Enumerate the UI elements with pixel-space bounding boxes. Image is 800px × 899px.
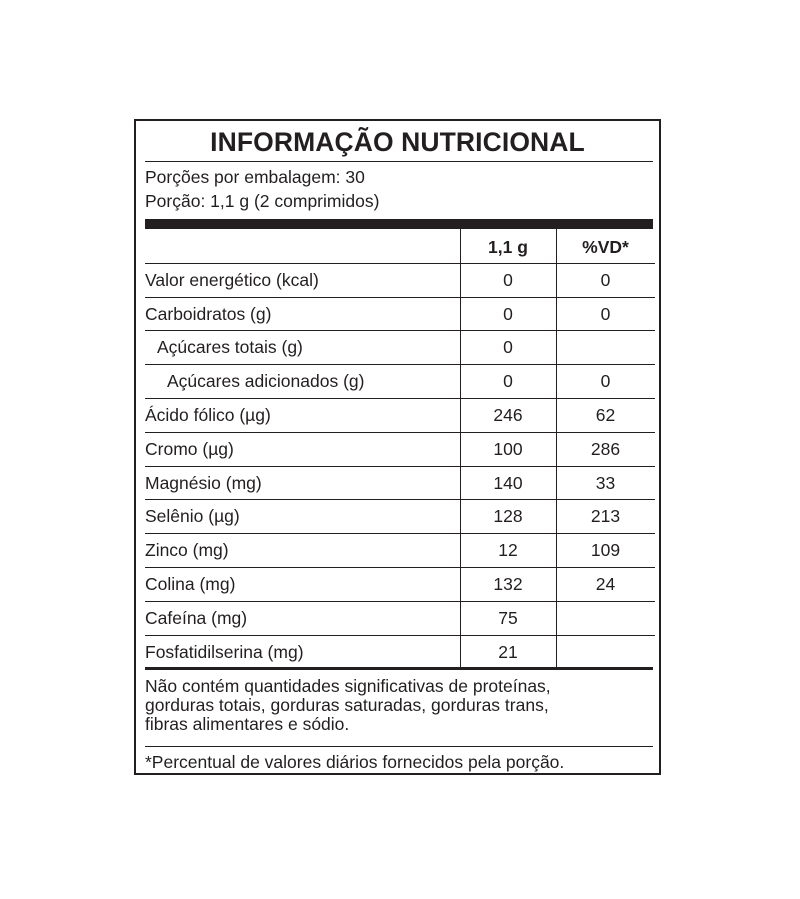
nutrient-amount: 0	[503, 371, 513, 392]
row-divider	[145, 466, 655, 467]
row-divider	[145, 330, 655, 331]
nutrient-amount: 21	[498, 641, 518, 662]
nutrient-amount: 0	[503, 337, 513, 358]
dv-column-header: %VD*	[582, 237, 629, 257]
not-significant-note	[145, 677, 551, 734]
servings-per-package: Porções por embalagem: 30	[145, 167, 365, 187]
nutrient-dv: 213	[590, 506, 621, 527]
nutrient-name: Colina (mg)	[145, 574, 236, 594]
thick-divider	[145, 219, 653, 229]
footnote-divider	[145, 746, 653, 747]
title-divider	[145, 161, 653, 162]
nutrition-facts-label	[134, 119, 661, 775]
nutrient-name: Ácido fólico (µg)	[145, 405, 271, 425]
nutrient-amount: 128	[493, 506, 523, 527]
nutrient-amount: 0	[503, 269, 513, 290]
serving-size: Porção: 1,1 g (2 comprimidos)	[145, 191, 380, 211]
note-line: fibras alimentares e sódio.	[145, 714, 350, 734]
nutrient-name: Açúcares adicionados (g)	[167, 371, 365, 392]
nutrient-dv: 0	[600, 371, 611, 392]
note-line: Não contém quantidades significativas de proteínas,	[145, 676, 551, 696]
nutrient-dv: 286	[590, 438, 621, 459]
nutrient-name: Selênio (µg)	[145, 506, 240, 527]
nutrient-name: Cromo (µg)	[145, 438, 234, 459]
row-divider	[145, 635, 655, 636]
amount-column-separator	[460, 229, 461, 667]
label-title: INFORMAÇÃO NUTRICIONAL	[210, 127, 585, 157]
row-divider	[145, 533, 655, 534]
row-divider	[145, 432, 655, 433]
row-divider	[145, 601, 655, 602]
nutrient-amount: 12	[498, 540, 518, 561]
nutrient-amount: 140	[493, 472, 523, 493]
row-divider	[145, 398, 655, 399]
nutrient-name: Cafeína (mg)	[145, 607, 248, 628]
nutrient-amount: 0	[503, 303, 513, 324]
nutrient-amount: 246	[493, 405, 523, 425]
nutrient-name: Valor energético (kcal)	[145, 269, 319, 290]
nutrient-amount: 100	[493, 438, 523, 459]
dv-footnote: *Percentual de valores diários fornecidos pela porção.	[145, 752, 565, 772]
row-divider	[145, 499, 655, 500]
row-divider	[145, 297, 655, 298]
nutrient-name: Magnésio (mg)	[145, 472, 262, 493]
table-bottom-divider	[145, 667, 653, 670]
nutrient-dv: 0	[600, 303, 611, 324]
nutrient-dv: 62	[595, 405, 616, 425]
nutrient-name: Carboidratos (g)	[145, 303, 272, 324]
nutrient-dv: 33	[595, 472, 616, 493]
nutrient-amount: 132	[493, 574, 523, 594]
nutrient-dv: 0	[600, 269, 611, 290]
amount-column-header: 1,1 g	[488, 237, 528, 257]
nutrient-name: Açúcares totais (g)	[157, 337, 303, 358]
nutrient-dv: 109	[590, 540, 621, 561]
dv-column-separator	[556, 229, 557, 667]
nutrient-amount: 75	[498, 607, 518, 628]
note-line: gorduras totais, gorduras saturadas, gorduras trans,	[145, 695, 549, 715]
row-divider	[145, 263, 655, 264]
nutrient-dv: 24	[595, 574, 616, 594]
row-divider	[145, 364, 655, 365]
nutrient-name: Fosfatidilserina (mg)	[145, 641, 304, 662]
row-divider	[145, 567, 655, 568]
nutrient-name: Zinco (mg)	[145, 540, 229, 561]
